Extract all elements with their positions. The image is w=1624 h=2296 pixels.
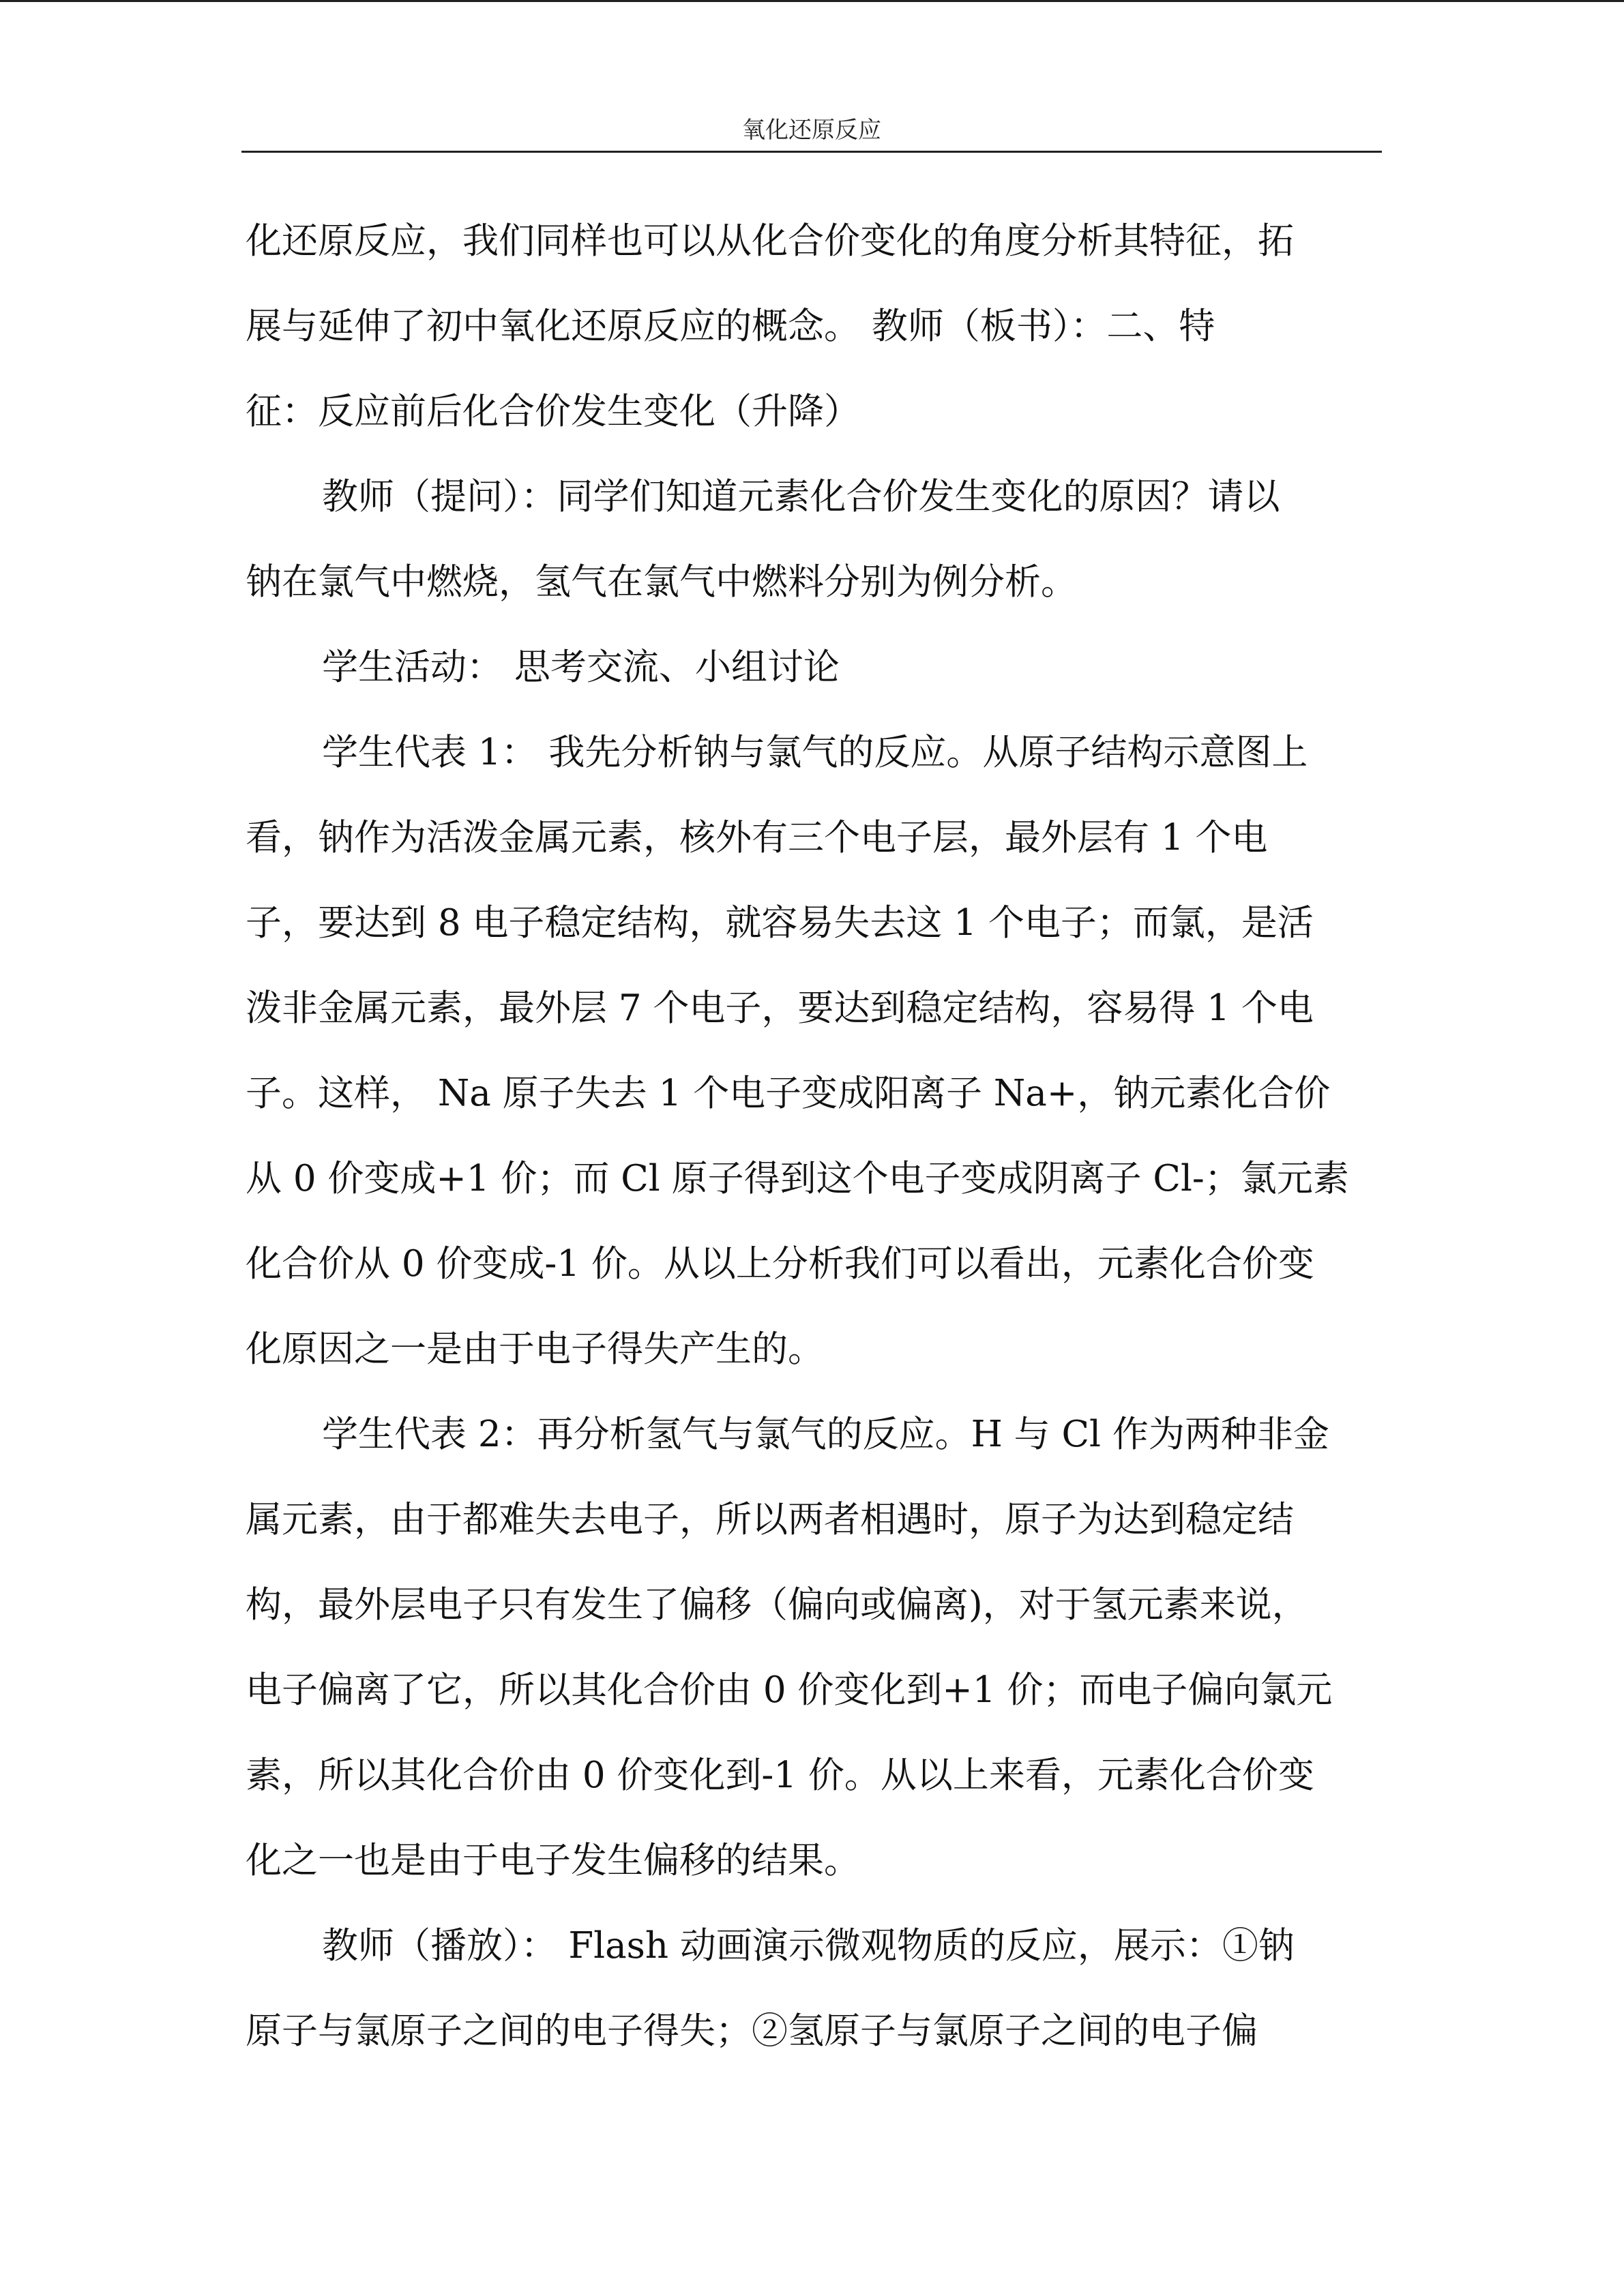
text-line: 构，最外层电子只有发生了偏移（偏向或偏离)，对于氢元素来说， xyxy=(246,1584,1308,1626)
body-text xyxy=(246,198,1381,2074)
text-line: 子，要达到 8 电子稳定结构，就容易失去这 1 个电子；而氯，是活 xyxy=(246,902,1314,944)
text-line: 学生代表 2：再分析氢气与氯气的反应。H 与 Cl 作为两种非金 xyxy=(322,1414,1329,1455)
text-line: 原子与氯原子之间的电子得失；②氢原子与氯原子之间的电子偏 xyxy=(246,2010,1258,2052)
header-divider xyxy=(241,151,1382,153)
text-line: 泼非金属元素，最外层 7 个电子，要达到稳定结构，容易得 1 个电 xyxy=(246,987,1314,1029)
text-line: 化还原反应，我们同样也可以从化合价变化的角度分析其特征，拓 xyxy=(246,220,1294,262)
text-line: 看，钠作为活泼金属元素，核外有三个电子层，最外层有 1 个电 xyxy=(246,817,1268,859)
text-line: 化之一也是由于电子发生偏移的结果。 xyxy=(246,1840,860,1881)
page-header-title: 氧化还原反应 xyxy=(742,117,881,144)
text-line: 电子偏离了它，所以其化合价由 0 价变化到+1 价；而电子偏向氯元 xyxy=(246,1669,1333,1711)
text-line: 教师（播放）： Flash 动画演示微观物质的反应，展示：①钠 xyxy=(322,1925,1295,1967)
text-line: 从 0 价变成+1 价；而 Cl 原子得到这个电子变成阴离子 Cl-；氯元素 xyxy=(246,1158,1349,1199)
text-line: 属元素，由于都难失去电子，所以两者相遇时，原子为达到稳定结 xyxy=(246,1499,1294,1540)
text-line: 化合价从 0 价变成-1 价。从以上分析我们可以看出，元素化合价变 xyxy=(246,1243,1314,1285)
text-line: 学生代表 1： 我先分析钠与氯气的反应。从原子结构示意图上 xyxy=(322,732,1308,773)
text-line: 学生活动： 思考交流、小组讨论 xyxy=(322,646,840,688)
text-line: 展与延伸了初中氧化还原反应的概念。 教师（板书）：二、特 xyxy=(246,305,1215,347)
text-line: 教师（提问）：同学们知道元素化合价发生变化的原因？请以 xyxy=(322,476,1280,518)
text-line: 子。这样， Na 原子失去 1 个电子变成阳离子 Na+，钠元素化合价 xyxy=(246,1073,1331,1114)
text-line: 化原因之一是由于电子得失产生的。 xyxy=(246,1328,824,1370)
text-line: 征：反应前后化合价发生变化（升降） xyxy=(246,391,860,432)
text-line: 钠在氯气中燃烧，氢气在氯气中燃料分别为例分析。 xyxy=(246,561,1077,603)
text-line: 素，所以其化合价由 0 价变化到-1 价。从以上来看，元素化合价变 xyxy=(246,1755,1314,1796)
